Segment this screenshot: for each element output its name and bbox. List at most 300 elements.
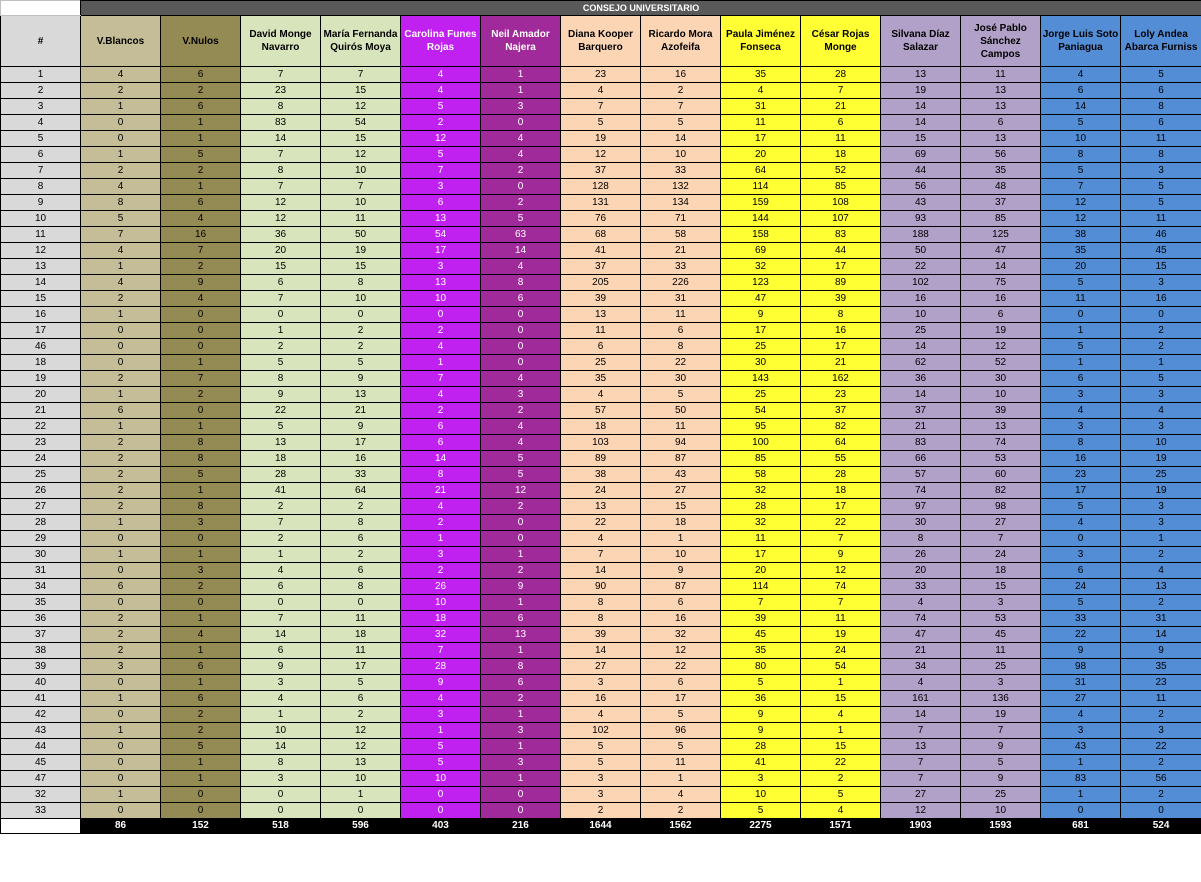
table-cell: 0 [321, 803, 401, 819]
table-cell: 188 [881, 227, 961, 243]
table-cell: 44 [801, 243, 881, 259]
table-cell: 0 [81, 707, 161, 723]
table-cell: 54 [321, 115, 401, 131]
table-cell: 5 [1041, 275, 1121, 291]
table-cell: 226 [641, 275, 721, 291]
table-cell: 14 [881, 707, 961, 723]
table-cell: 85 [961, 211, 1041, 227]
table-cell: 2 [1121, 755, 1201, 771]
table-cell: 5 [481, 467, 561, 483]
table-cell: 2 [161, 723, 241, 739]
table-cell: 1 [481, 739, 561, 755]
table-cell: 28 [801, 467, 881, 483]
table-cell: 0 [481, 803, 561, 819]
table-cell: 5 [561, 115, 641, 131]
table-cell: 13 [321, 755, 401, 771]
row-number: 40 [1, 675, 81, 691]
table-cell: 23 [241, 83, 321, 99]
table-cell: 6 [241, 275, 321, 291]
table-cell: 2 [81, 371, 161, 387]
row-number: 27 [1, 499, 81, 515]
table-cell: 16 [641, 67, 721, 83]
table-cell: 4 [241, 563, 321, 579]
table-row [1, 99, 1201, 115]
table-cell: 24 [961, 547, 1041, 563]
table-cell: 45 [1121, 243, 1201, 259]
table-cell: 0 [81, 739, 161, 755]
table-cell: 46 [1121, 227, 1201, 243]
row-number: 32 [1, 787, 81, 803]
table-cell: 6 [481, 611, 561, 627]
row-number: 5 [1, 131, 81, 147]
table-cell: 52 [961, 355, 1041, 371]
table-row [1, 275, 1201, 291]
table-cell: 6 [1121, 115, 1201, 131]
table-cell: 17 [721, 547, 801, 563]
table-cell: 4 [1041, 707, 1121, 723]
table-cell: 4 [241, 691, 321, 707]
row-number: 7 [1, 163, 81, 179]
table-cell: 19 [561, 131, 641, 147]
table-row [1, 243, 1201, 259]
table-cell: 3 [1041, 387, 1121, 403]
table-cell: 5 [241, 355, 321, 371]
column-header: Silvana Díaz Salazar [881, 16, 961, 67]
table-cell: 21 [881, 643, 961, 659]
table-cell: 18 [241, 451, 321, 467]
table-cell: 38 [1041, 227, 1121, 243]
table-cell: 0 [1041, 531, 1121, 547]
table-cell: 5 [641, 387, 721, 403]
table-cell: 25 [561, 355, 641, 371]
table-cell: 56 [881, 179, 961, 195]
table-row [1, 531, 1201, 547]
table-cell: 10 [641, 547, 721, 563]
table-cell: 8 [241, 163, 321, 179]
row-number: 16 [1, 307, 81, 323]
table-cell: 0 [481, 355, 561, 371]
table-cell: 11 [1121, 211, 1201, 227]
table-cell: 6 [321, 563, 401, 579]
table-cell: 2 [81, 643, 161, 659]
row-number: 23 [1, 435, 81, 451]
table-cell: 9 [241, 387, 321, 403]
table-cell: 2 [81, 499, 161, 515]
table-cell: 4 [1041, 403, 1121, 419]
table-cell: 33 [881, 579, 961, 595]
table-cell: 17 [641, 691, 721, 707]
table-cell: 32 [721, 483, 801, 499]
table-cell: 3 [1041, 723, 1121, 739]
table-cell: 21 [401, 483, 481, 499]
table-cell: 7 [241, 515, 321, 531]
table-cell: 4 [1121, 403, 1201, 419]
table-cell: 4 [81, 67, 161, 83]
column-header: Ricardo Mora Azofeifa [641, 16, 721, 67]
table-cell: 8 [801, 307, 881, 323]
table-cell: 4 [561, 387, 641, 403]
table-cell: 5 [481, 451, 561, 467]
table-cell: 11 [961, 67, 1041, 83]
table-cell: 24 [1041, 579, 1121, 595]
table-cell: 43 [881, 195, 961, 211]
table-cell: 1 [81, 515, 161, 531]
table-cell: 6 [641, 595, 721, 611]
table-cell: 1 [161, 179, 241, 195]
table-cell: 2 [81, 611, 161, 627]
table-cell: 4 [1041, 515, 1121, 531]
table-cell: 6 [81, 579, 161, 595]
table-cell: 66 [881, 451, 961, 467]
table-cell: 11 [1121, 131, 1201, 147]
table-cell: 37 [881, 403, 961, 419]
table-cell: 80 [721, 659, 801, 675]
table-cell: 125 [961, 227, 1041, 243]
table-cell: 5 [1121, 371, 1201, 387]
row-number: 30 [1, 547, 81, 563]
table-cell: 0 [81, 355, 161, 371]
table-cell: 52 [801, 163, 881, 179]
table-cell: 2 [81, 451, 161, 467]
table-cell: 25 [721, 387, 801, 403]
table-cell: 17 [801, 259, 881, 275]
table-cell: 35 [1121, 659, 1201, 675]
table-cell: 56 [1121, 771, 1201, 787]
table-cell: 36 [721, 691, 801, 707]
table-cell: 10 [321, 195, 401, 211]
table-cell: 13 [561, 307, 641, 323]
table-cell: 10 [401, 771, 481, 787]
row-number: 15 [1, 291, 81, 307]
table-cell: 2 [401, 403, 481, 419]
row-number: 24 [1, 451, 81, 467]
table-cell: 22 [241, 403, 321, 419]
table-cell: 1 [81, 307, 161, 323]
table-cell: 36 [241, 227, 321, 243]
table-cell: 0 [481, 531, 561, 547]
table-cell: 47 [881, 627, 961, 643]
table-cell: 16 [561, 691, 641, 707]
table-cell: 11 [641, 419, 721, 435]
table-cell: 19 [881, 83, 961, 99]
table-cell: 39 [561, 627, 641, 643]
table-cell: 22 [561, 515, 641, 531]
table-cell: 50 [881, 243, 961, 259]
table-cell: 144 [721, 211, 801, 227]
table-cell: 1 [81, 691, 161, 707]
table-cell: 27 [961, 515, 1041, 531]
table-cell: 22 [1121, 739, 1201, 755]
total-cell: 681 [1041, 819, 1121, 834]
table-row [1, 435, 1201, 451]
table-cell: 7 [401, 371, 481, 387]
table-cell: 2 [401, 115, 481, 131]
table-cell: 2 [1121, 595, 1201, 611]
table-row [1, 787, 1201, 803]
row-number: 31 [1, 563, 81, 579]
table-cell: 9 [801, 547, 881, 563]
totals-row [1, 819, 1201, 834]
table-cell: 4 [161, 627, 241, 643]
table-cell: 3 [961, 675, 1041, 691]
table-cell: 39 [801, 291, 881, 307]
table-cell: 6 [641, 323, 721, 339]
table-cell: 74 [881, 483, 961, 499]
table-cell: 2 [321, 339, 401, 355]
column-header: Paula Jiménez Fonseca [721, 16, 801, 67]
table-cell: 11 [561, 323, 641, 339]
table-cell: 28 [721, 739, 801, 755]
table-cell: 0 [241, 787, 321, 803]
table-cell: 21 [801, 355, 881, 371]
table-cell: 10 [401, 291, 481, 307]
table-cell: 123 [721, 275, 801, 291]
table-cell: 31 [721, 99, 801, 115]
table-cell: 6 [961, 115, 1041, 131]
table-cell: 1 [81, 387, 161, 403]
table-cell: 9 [481, 579, 561, 595]
table-cell: 7 [161, 371, 241, 387]
table-cell: 53 [961, 451, 1041, 467]
row-number: 12 [1, 243, 81, 259]
table-cell: 11 [641, 755, 721, 771]
row-number: 34 [1, 579, 81, 595]
table-cell: 82 [801, 419, 881, 435]
table-cell: 58 [641, 227, 721, 243]
table-cell: 8 [1121, 147, 1201, 163]
table-cell: 37 [961, 195, 1041, 211]
table-cell: 2 [1121, 323, 1201, 339]
table-cell: 43 [641, 467, 721, 483]
row-number: 21 [1, 403, 81, 419]
table-cell: 16 [881, 291, 961, 307]
table-cell: 10 [321, 771, 401, 787]
table-cell: 9 [161, 275, 241, 291]
row-number: 47 [1, 771, 81, 787]
table-cell: 38 [561, 467, 641, 483]
table-cell: 0 [481, 179, 561, 195]
table-cell: 5 [321, 355, 401, 371]
table-cell: 4 [481, 259, 561, 275]
table-cell: 4 [561, 531, 641, 547]
table-row [1, 179, 1201, 195]
table-cell: 25 [721, 339, 801, 355]
table-cell: 15 [801, 739, 881, 755]
table-cell: 2 [241, 499, 321, 515]
table-cell: 1 [161, 771, 241, 787]
total-cell: 86 [81, 819, 161, 834]
table-cell: 34 [881, 659, 961, 675]
table-title: CONSEJO UNIVERSITARIO [81, 1, 1201, 16]
table-cell: 4 [401, 691, 481, 707]
table-cell: 63 [481, 227, 561, 243]
table-cell: 6 [561, 339, 641, 355]
table-cell: 2 [481, 499, 561, 515]
table-cell: 4 [641, 787, 721, 803]
table-row [1, 131, 1201, 147]
table-cell: 43 [1041, 739, 1121, 755]
table-cell: 3 [961, 595, 1041, 611]
table-cell: 1 [1041, 787, 1121, 803]
table-cell: 0 [1041, 803, 1121, 819]
table-cell: 8 [881, 531, 961, 547]
table-cell: 2 [401, 515, 481, 531]
table-cell: 16 [161, 227, 241, 243]
table-cell: 4 [401, 499, 481, 515]
table-cell: 3 [81, 659, 161, 675]
table-cell: 6 [161, 659, 241, 675]
table-cell: 5 [1121, 195, 1201, 211]
table-cell: 4 [481, 435, 561, 451]
table-cell: 1 [1041, 323, 1121, 339]
table-cell: 8 [241, 99, 321, 115]
table-cell: 2 [161, 707, 241, 723]
row-number: 6 [1, 147, 81, 163]
table-cell: 14 [881, 99, 961, 115]
table-row [1, 403, 1201, 419]
table-cell: 56 [961, 147, 1041, 163]
table-cell: 3 [1121, 515, 1201, 531]
table-cell: 32 [401, 627, 481, 643]
table-cell: 2 [81, 467, 161, 483]
row-number: 8 [1, 179, 81, 195]
table-cell: 7 [1041, 179, 1121, 195]
table-cell: 18 [961, 563, 1041, 579]
table-cell: 11 [321, 643, 401, 659]
table-cell: 35 [1041, 243, 1121, 259]
table-cell: 2 [321, 323, 401, 339]
table-cell: 41 [721, 755, 801, 771]
table-cell: 9 [641, 563, 721, 579]
table-cell: 102 [561, 723, 641, 739]
table-cell: 17 [401, 243, 481, 259]
table-cell: 23 [1121, 675, 1201, 691]
table-cell: 4 [401, 83, 481, 99]
table-cell: 17 [801, 339, 881, 355]
table-cell: 8 [321, 275, 401, 291]
table-cell: 2 [161, 387, 241, 403]
table-cell: 2 [161, 83, 241, 99]
row-number: 17 [1, 323, 81, 339]
table-cell: 0 [161, 787, 241, 803]
row-number: 26 [1, 483, 81, 499]
table-cell: 5 [1041, 595, 1121, 611]
table-cell: 27 [641, 483, 721, 499]
row-number: 43 [1, 723, 81, 739]
table-cell: 41 [241, 483, 321, 499]
table-cell: 1 [481, 643, 561, 659]
table-cell: 83 [241, 115, 321, 131]
table-cell: 3 [561, 771, 641, 787]
table-cell: 8 [321, 515, 401, 531]
table-row [1, 147, 1201, 163]
table-cell: 37 [561, 163, 641, 179]
row-number: 39 [1, 659, 81, 675]
table-row [1, 627, 1201, 643]
table-cell: 8 [1041, 435, 1121, 451]
table-cell: 98 [961, 499, 1041, 515]
table-cell: 5 [1121, 67, 1201, 83]
table-cell: 55 [801, 451, 881, 467]
table-cell: 13 [481, 627, 561, 643]
table-cell: 8 [1121, 99, 1201, 115]
table-cell: 1 [81, 723, 161, 739]
total-cell: 152 [161, 819, 241, 834]
row-number: 10 [1, 211, 81, 227]
table-cell: 0 [241, 595, 321, 611]
table-cell: 5 [1041, 499, 1121, 515]
table-cell: 3 [161, 515, 241, 531]
table-cell: 3 [1041, 547, 1121, 563]
total-cell: 216 [481, 819, 561, 834]
table-cell: 8 [641, 339, 721, 355]
table-cell: 1 [1121, 531, 1201, 547]
table-cell: 89 [801, 275, 881, 291]
table-cell: 5 [801, 787, 881, 803]
table-cell: 76 [561, 211, 641, 227]
table-cell: 50 [641, 403, 721, 419]
table-cell: 0 [481, 339, 561, 355]
table-cell: 10 [321, 291, 401, 307]
table-cell: 4 [481, 419, 561, 435]
table-cell: 128 [561, 179, 641, 195]
table-cell: 8 [241, 371, 321, 387]
table-cell: 4 [81, 275, 161, 291]
table-cell: 18 [401, 611, 481, 627]
table-cell: 1 [321, 787, 401, 803]
table-cell: 13 [961, 131, 1041, 147]
table-cell: 57 [561, 403, 641, 419]
table-cell: 6 [641, 675, 721, 691]
table-cell: 13 [561, 499, 641, 515]
table-cell: 21 [881, 419, 961, 435]
table-cell: 85 [721, 451, 801, 467]
table-cell: 7 [241, 67, 321, 83]
table-cell: 1 [241, 707, 321, 723]
table-cell: 14 [241, 131, 321, 147]
table-cell: 17 [1041, 483, 1121, 499]
table-cell: 4 [481, 147, 561, 163]
table-cell: 3 [481, 723, 561, 739]
table-cell: 4 [481, 131, 561, 147]
table-cell: 28 [241, 467, 321, 483]
table-cell: 7 [561, 99, 641, 115]
table-cell: 20 [721, 147, 801, 163]
row-number: 29 [1, 531, 81, 547]
row-number: 22 [1, 419, 81, 435]
column-header: David Monge Navarro [241, 16, 321, 67]
table-cell: 69 [721, 243, 801, 259]
table-cell: 18 [321, 627, 401, 643]
table-cell: 64 [721, 163, 801, 179]
table-cell: 12 [961, 339, 1041, 355]
table-cell: 36 [881, 371, 961, 387]
row-number: 37 [1, 627, 81, 643]
table-cell: 28 [721, 499, 801, 515]
table-cell: 23 [1041, 467, 1121, 483]
table-cell: 22 [1041, 627, 1121, 643]
table-cell: 0 [481, 323, 561, 339]
table-row [1, 195, 1201, 211]
table-cell: 3 [401, 259, 481, 275]
table-cell: 5 [1041, 163, 1121, 179]
table-cell: 1 [801, 675, 881, 691]
table-cell: 5 [1041, 115, 1121, 131]
table-cell: 54 [801, 659, 881, 675]
table-cell: 5 [401, 755, 481, 771]
table-cell: 7 [241, 179, 321, 195]
total-cell: 1571 [801, 819, 881, 834]
